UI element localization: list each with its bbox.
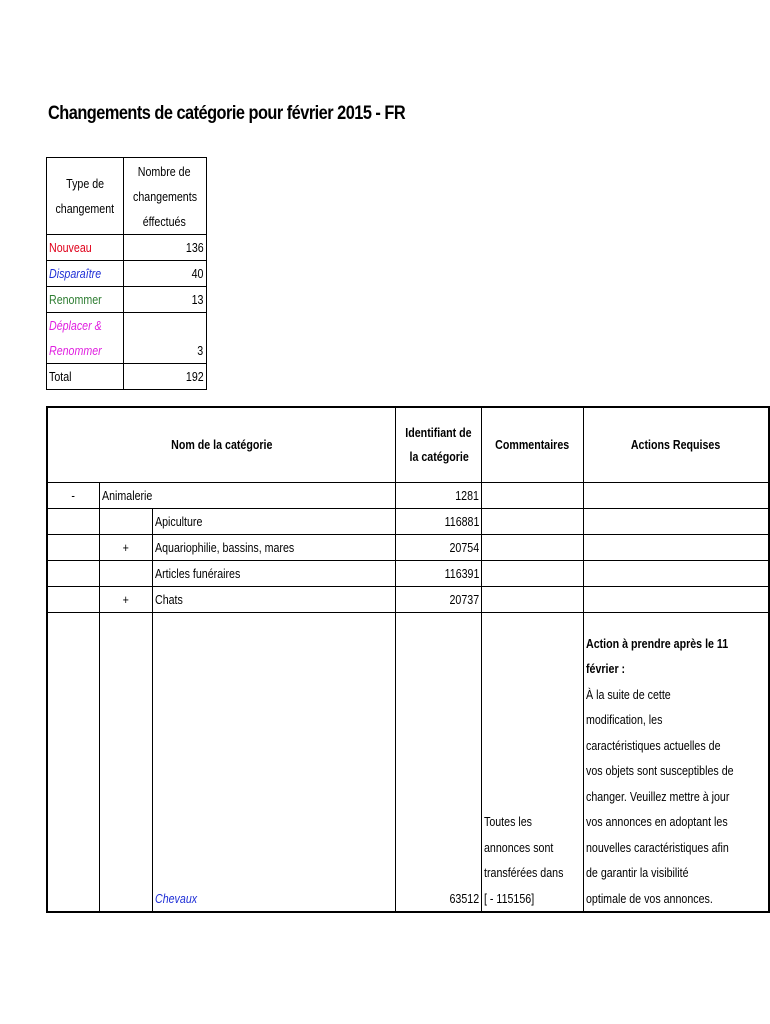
- table-row: [47, 587, 769, 613]
- summary-row-nouveau: [47, 235, 207, 261]
- table-row: [47, 561, 769, 587]
- summary-label: Nouveau: [49, 240, 92, 255]
- table-row-chevaux: [47, 613, 769, 913]
- comment-line: Toutes les: [484, 814, 533, 829]
- summary-row-deplacer: [47, 313, 207, 364]
- category-name: Chats: [155, 592, 184, 607]
- header-text: Commentaires: [495, 437, 570, 452]
- category-name: Apiculture: [155, 514, 203, 529]
- action-line: vos objets sont susceptibles de: [586, 763, 734, 778]
- action-line: de garantir la visibilité: [586, 865, 689, 880]
- comment-cell: [482, 613, 584, 913]
- row-marker: -: [71, 488, 76, 503]
- action-line: vos annonces en adoptant les: [586, 814, 728, 829]
- action-cell: [584, 613, 769, 913]
- action-line: nouvelles caractéristiques afin: [586, 839, 729, 855]
- summary-value: 3: [197, 343, 204, 358]
- header-actions: [584, 407, 769, 483]
- category-id: 63512: [449, 891, 480, 906]
- action-line: modification, les: [586, 712, 663, 727]
- action-line: À la suite de cette: [586, 686, 671, 702]
- category-id: 116391: [444, 566, 480, 581]
- summary-value: 13: [191, 292, 204, 307]
- category-id: 20754: [449, 540, 480, 555]
- table-row: [47, 535, 769, 561]
- category-name: Animalerie: [102, 488, 153, 503]
- action-line: optimale de vos annonces.: [586, 890, 713, 906]
- table-row: [47, 483, 769, 509]
- header-line: Nombre de: [138, 163, 191, 179]
- summary-value: 40: [191, 266, 204, 281]
- comment-line: annonces sont: [484, 839, 554, 855]
- category-header-row: [47, 407, 769, 483]
- category-id: 20737: [449, 592, 480, 607]
- summary-row-total: [47, 364, 207, 390]
- category-id: 116881: [444, 514, 480, 529]
- header-text: Actions Requises: [631, 437, 721, 452]
- summary-value: 192: [185, 369, 204, 384]
- action-heading: février :: [586, 661, 626, 676]
- summary-table: [46, 157, 207, 390]
- summary-header-count: [123, 158, 206, 235]
- page-title: Changements de catégorie pour février 2015 - FR: [48, 103, 406, 124]
- summary-label: Renommer: [49, 292, 102, 307]
- header-comments: [482, 407, 584, 483]
- expand-marker: +: [123, 540, 130, 555]
- header-line: Type de: [65, 176, 104, 191]
- comment-line: [ - 115156]: [484, 890, 535, 906]
- category-id: 1281: [455, 488, 480, 503]
- category-name: Chevaux: [155, 891, 198, 906]
- summary-label: Déplacer &: [49, 318, 102, 333]
- header-text: Nom de la catégorie: [170, 437, 273, 452]
- action-line: changer. Veuillez mettre à jour: [586, 788, 730, 804]
- header-line: changements: [132, 188, 197, 204]
- summary-row-disparaitre: [47, 261, 207, 287]
- summary-value: 136: [185, 240, 204, 255]
- header-text: Identifiant de: [405, 425, 472, 440]
- header-category-name: [47, 407, 396, 483]
- action-heading: Action à prendre après le 11: [586, 635, 729, 651]
- category-table: [46, 406, 770, 913]
- header-line: changement: [55, 201, 115, 216]
- category-name: Aquariophilie, bassins, mares: [155, 540, 295, 555]
- table-row: [47, 509, 769, 535]
- header-category-id: [396, 407, 482, 483]
- action-line: caractéristiques actuelles de: [586, 737, 721, 753]
- summary-label: Disparaître: [49, 266, 102, 281]
- summary-label: Total: [49, 369, 72, 384]
- category-name: Articles funéraires: [155, 566, 241, 581]
- expand-marker: +: [123, 592, 130, 607]
- comment-line: transférées dans: [484, 865, 564, 880]
- summary-row-renommer: [47, 287, 207, 313]
- header-text: la catégorie: [409, 449, 469, 464]
- summary-header-type: [47, 158, 124, 235]
- header-line: éffectués: [143, 213, 187, 229]
- summary-label: Renommer: [49, 343, 102, 358]
